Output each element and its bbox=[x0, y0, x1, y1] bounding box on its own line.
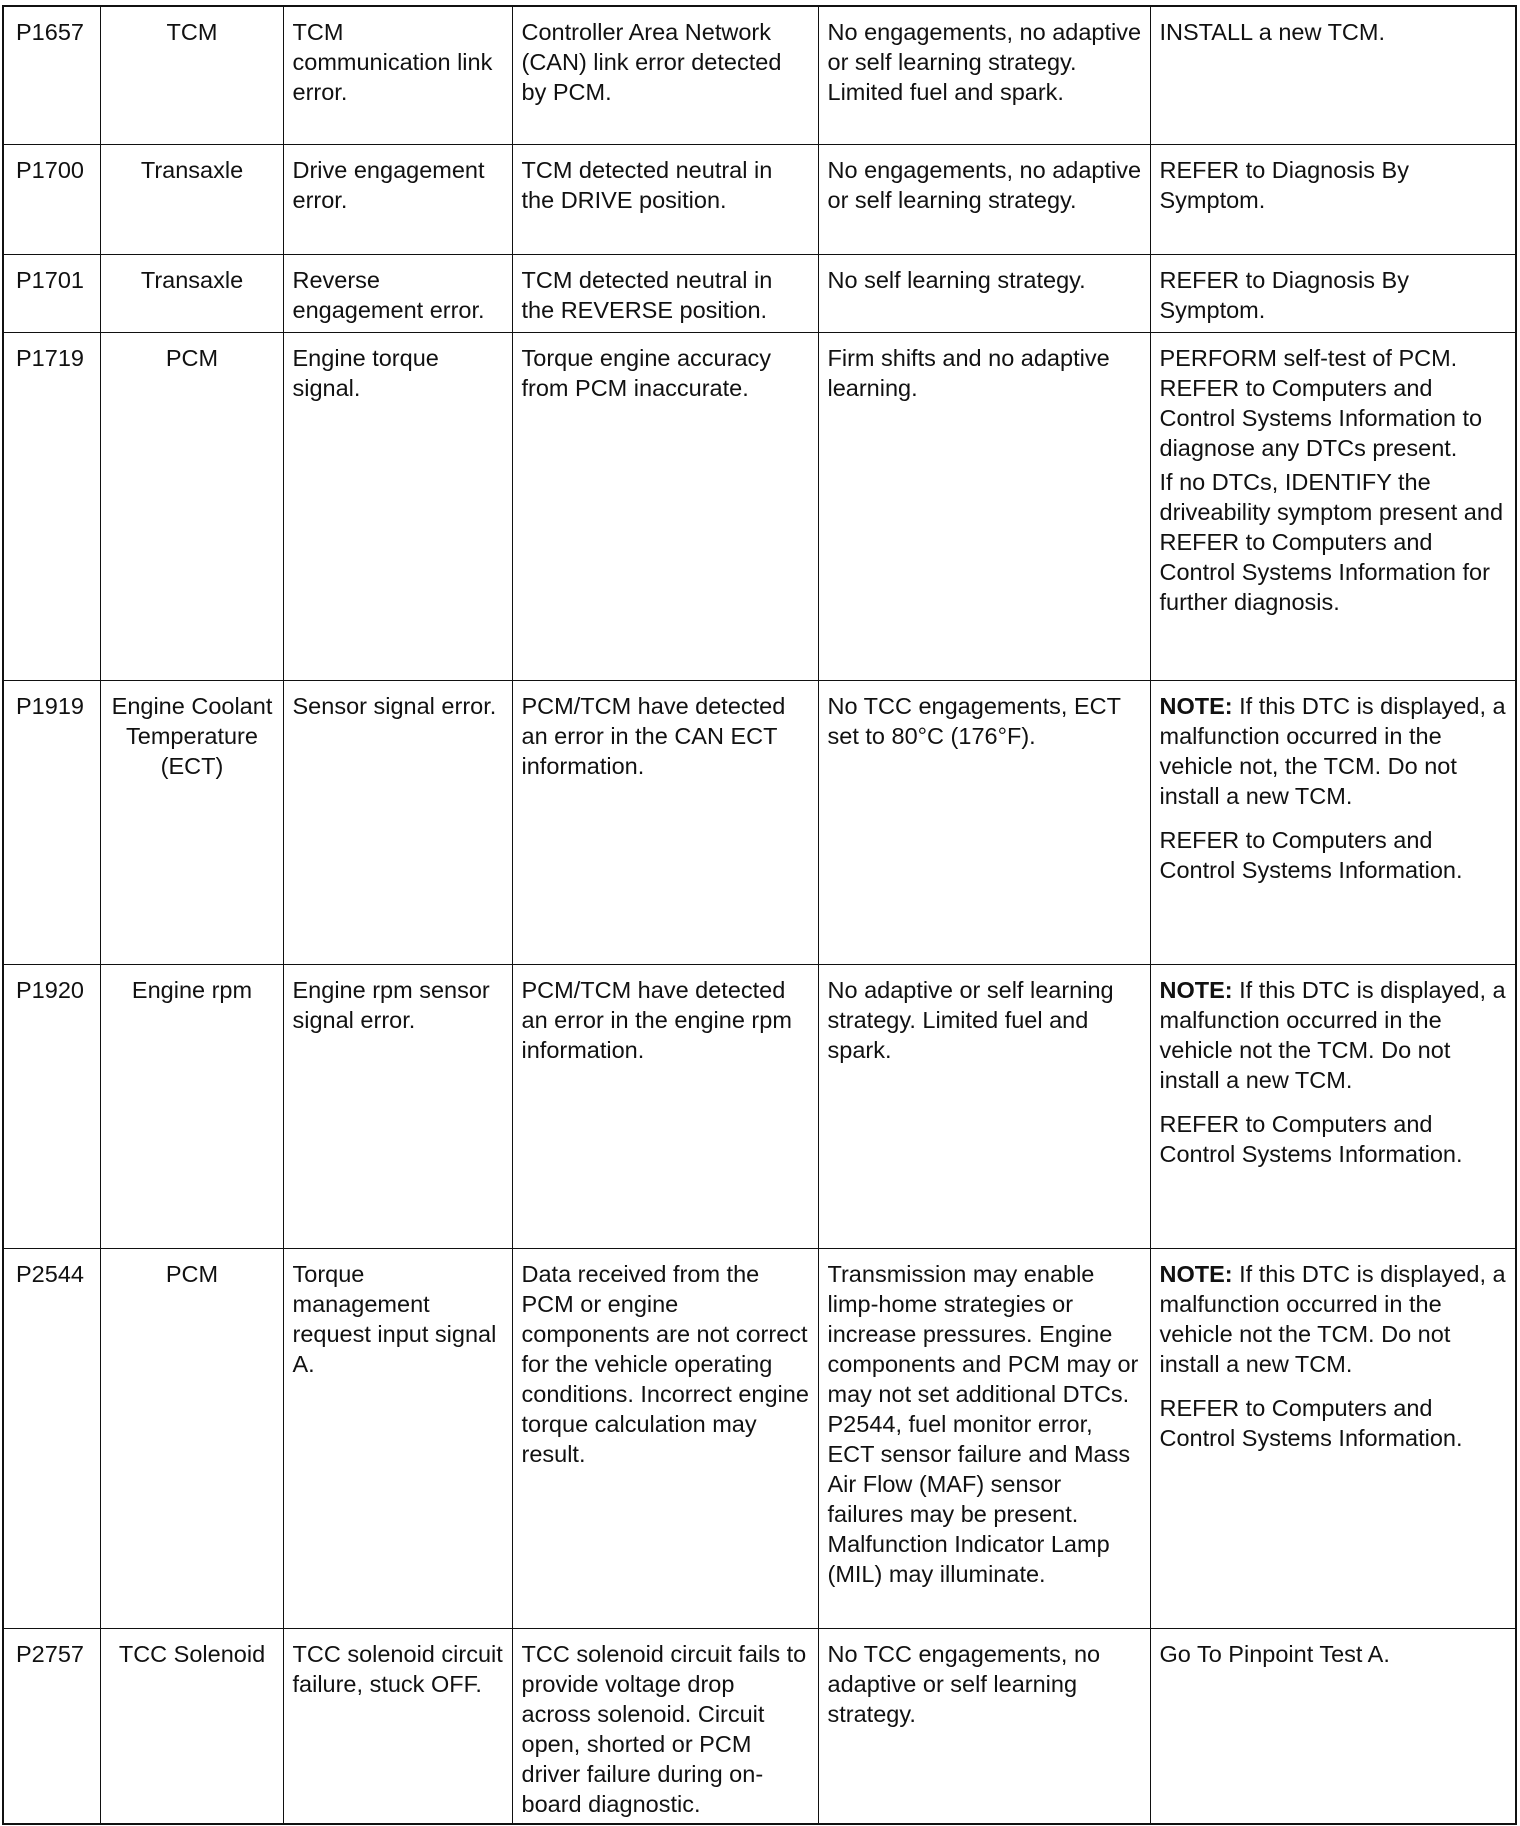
dtc-symptom: No engagements, no adaptive or self learning strategy. Limited fuel and spark. bbox=[818, 6, 1150, 144]
note-text: If this DTC is displayed, a malfunction occurred in the vehicle not the TCM. Do not install a new TCM. bbox=[1159, 976, 1506, 1093]
dtc-code: P1719 bbox=[3, 332, 100, 680]
dtc-action bbox=[1150, 964, 1516, 1248]
dtc-condition: Controller Area Network (CAN) link error detected by PCM. bbox=[512, 6, 818, 144]
note-text: If this DTC is displayed, a malfunction occurred in the vehicle not, the TCM. Do not install a new TCM. bbox=[1159, 692, 1506, 809]
dtc-description: Engine rpm sensor signal error. bbox=[283, 964, 512, 1248]
action-paragraph: If no DTCs, IDENTIFY the driveability symptom present and REFER to Computers and Control Systems Information for further diagnosis. bbox=[1159, 468, 1504, 615]
action-paragraph: REFER to Computers and Control Systems Information. bbox=[1159, 1110, 1463, 1167]
dtc-action: REFER to Diagnosis By Symptom. bbox=[1150, 144, 1516, 254]
dtc-condition: PCM/TCM have detected an error in the CAN ECT information. bbox=[512, 680, 818, 964]
table-row bbox=[3, 1248, 1516, 1628]
monitored-system: TCM bbox=[100, 6, 283, 144]
note-paragraph bbox=[1160, 1259, 1508, 1379]
dtc-symptom: No adaptive or self learning strategy. Limited fuel and spark. bbox=[818, 964, 1150, 1248]
dtc-condition: PCM/TCM have detected an error in the engine rpm information. bbox=[512, 964, 818, 1248]
note-text: If this DTC is displayed, a malfunction occurred in the vehicle not the TCM. Do not install a new TCM. bbox=[1159, 1260, 1506, 1377]
dtc-condition: Torque engine accuracy from PCM inaccurate. bbox=[512, 332, 818, 680]
table-row bbox=[3, 144, 1516, 254]
dtc-condition: TCM detected neutral in the REVERSE position. bbox=[512, 254, 818, 332]
action-paragraph: REFER to Computers and Control Systems Information. bbox=[1159, 1394, 1463, 1451]
monitored-system: Engine rpm bbox=[100, 964, 283, 1248]
note-paragraph bbox=[1160, 975, 1508, 1095]
dtc-action: INSTALL a new TCM. bbox=[1150, 6, 1516, 144]
table-row bbox=[3, 964, 1516, 1248]
dtc-code: P1657 bbox=[3, 6, 100, 144]
dtc-table bbox=[2, 5, 1517, 1825]
dtc-description: Sensor signal error. bbox=[283, 680, 512, 964]
dtc-code: P1701 bbox=[3, 254, 100, 332]
dtc-symptom: No self learning strategy. bbox=[818, 254, 1150, 332]
monitored-system: TCC Solenoid bbox=[100, 1628, 283, 1824]
dtc-description: Reverse engagement error. bbox=[283, 254, 512, 332]
table-row bbox=[3, 1628, 1516, 1824]
dtc-code: P1920 bbox=[3, 964, 100, 1248]
action-paragraph: REFER to Computers and Control Systems Information. bbox=[1159, 826, 1463, 883]
monitored-system: Transaxle bbox=[100, 144, 283, 254]
dtc-symptom: Firm shifts and no adaptive learning. bbox=[818, 332, 1150, 680]
dtc-description: TCC solenoid circuit failure, stuck OFF. bbox=[283, 1628, 512, 1824]
dtc-code: P2757 bbox=[3, 1628, 100, 1824]
dtc-code: P1700 bbox=[3, 144, 100, 254]
dtc-description: Engine torque signal. bbox=[283, 332, 512, 680]
dtc-symptom: No TCC engagements, ECT set to 80°C (176°F). bbox=[818, 680, 1150, 964]
dtc-symptom: Transmission may enable limp-home strategies or increase pressures. Engine components and PCM may or may not set additional DTCs. P2544, fuel monitor error, ECT sensor failure and Mass Air Flow (MAF) sensor failures may be present. Malfunction Indicator Lamp (MIL) may illuminate. bbox=[818, 1248, 1150, 1628]
dtc-symptom: No TCC engagements, no adaptive or self learning strategy. bbox=[818, 1628, 1150, 1824]
table-row bbox=[3, 254, 1516, 332]
monitored-system: Engine Coolant Temperature (ECT) bbox=[100, 680, 283, 964]
dtc-action bbox=[1150, 332, 1516, 680]
dtc-action: REFER to Diagnosis By Symptom. bbox=[1150, 254, 1516, 332]
dtc-condition: TCC solenoid circuit fails to provide voltage drop across solenoid. Circuit open, shorted or PCM driver failure during on-board diagnostic. bbox=[512, 1628, 818, 1824]
action-paragraph: PERFORM self-test of PCM. REFER to Computers and Control Systems Information to diagnose any DTCs present. bbox=[1159, 344, 1483, 461]
table-row bbox=[3, 680, 1516, 964]
dtc-description: TCM communication link error. bbox=[283, 6, 512, 144]
dtc-action: Go To Pinpoint Test A. bbox=[1150, 1628, 1516, 1824]
monitored-system: Transaxle bbox=[100, 254, 283, 332]
dtc-code: P1919 bbox=[3, 680, 100, 964]
dtc-description: Drive engagement error. bbox=[283, 144, 512, 254]
dtc-symptom: No engagements, no adaptive or self learning strategy. bbox=[818, 144, 1150, 254]
dtc-code: P2544 bbox=[3, 1248, 100, 1628]
monitored-system: PCM bbox=[100, 1248, 283, 1628]
dtc-condition: Data received from the PCM or engine components are not correct for the vehicle operating conditions. Incorrect engine torque calculation may result. bbox=[512, 1248, 818, 1628]
monitored-system: PCM bbox=[100, 332, 283, 680]
table-row bbox=[3, 6, 1516, 144]
note-label: NOTE: bbox=[1159, 976, 1233, 1003]
dtc-condition: TCM detected neutral in the DRIVE position. bbox=[512, 144, 818, 254]
dtc-description: Torque management request input signal A. bbox=[283, 1248, 512, 1628]
table-row bbox=[3, 332, 1516, 680]
note-label: NOTE: bbox=[1159, 692, 1233, 719]
dtc-action bbox=[1150, 1248, 1516, 1628]
note-paragraph bbox=[1160, 691, 1508, 811]
dtc-action bbox=[1150, 680, 1516, 964]
note-label: NOTE: bbox=[1159, 1260, 1233, 1287]
